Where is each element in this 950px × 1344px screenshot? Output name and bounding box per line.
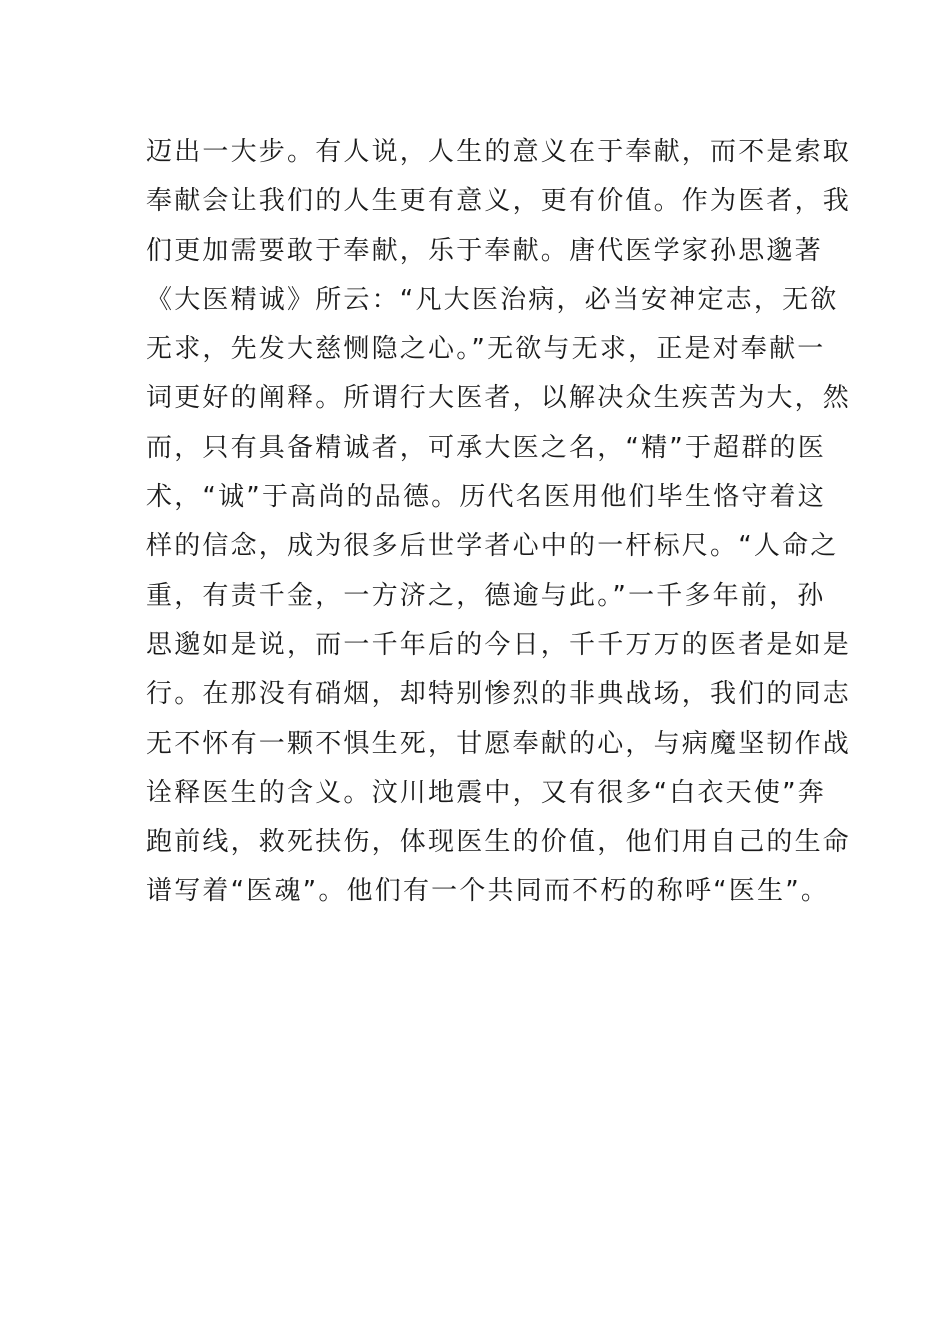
text-line-4: 《大医精诚》所云：“凡大医治病，必当安神定志，无欲 bbox=[146, 284, 839, 315]
text-line-6: 词更好的阐释。所谓行大医者，以解决众生疾苦为大，然 bbox=[146, 383, 852, 414]
text-line-15: 跑前线，救死扶伤，体现医生的价值，他们用自己的生命 bbox=[146, 827, 852, 858]
text-line-12: 行。在那没有硝烟，却特别惨烈的非典战场，我们的同志 bbox=[146, 679, 852, 710]
text-line-8: 术，“诚”于高尚的品德。历代名医用他们毕生恪守着这 bbox=[146, 482, 826, 513]
text-line-11: 思邈如是说，而一千年后的今日，千千万万的医者是如是 bbox=[146, 629, 852, 660]
text-line-9: 样的信念，成为很多后世学者心中的一杆标尺。“人命之 bbox=[146, 531, 839, 562]
text-line-16: 谱写着“医魂”。他们有一个共同而不朽的称呼“医生”。 bbox=[146, 876, 830, 907]
text-line-2: 奉献会让我们的人生更有意义，更有价值。作为医者，我 bbox=[146, 186, 852, 217]
text-line-7: 而，只有具备精诚者，可承大医之名，“精”于超群的医 bbox=[146, 432, 826, 463]
text-line-3: 们更加需要敢于奉献，乐于奉献。唐代医学家孙思邈著 bbox=[146, 235, 823, 266]
text-line-1: 迈出一大步。有人说，人生的意义在于奉献，而不是索取 bbox=[146, 137, 852, 167]
text-line-14: 诠释医生的含义。汶川地震中，又有很多“白衣天使”奔 bbox=[146, 777, 826, 808]
body-text bbox=[146, 128, 852, 917]
text-line-13: 无不怀有一颗不惧生死，甘愿奉献的心，与病魔坚韧作战 bbox=[146, 728, 852, 759]
text-line-10: 重，有责千金，一方济之，德逾与此。”一千多年前，孙 bbox=[146, 580, 826, 611]
text-line-5: 无求，先发大慈恻隐之心。”无欲与无求，正是对奉献一 bbox=[146, 334, 826, 365]
